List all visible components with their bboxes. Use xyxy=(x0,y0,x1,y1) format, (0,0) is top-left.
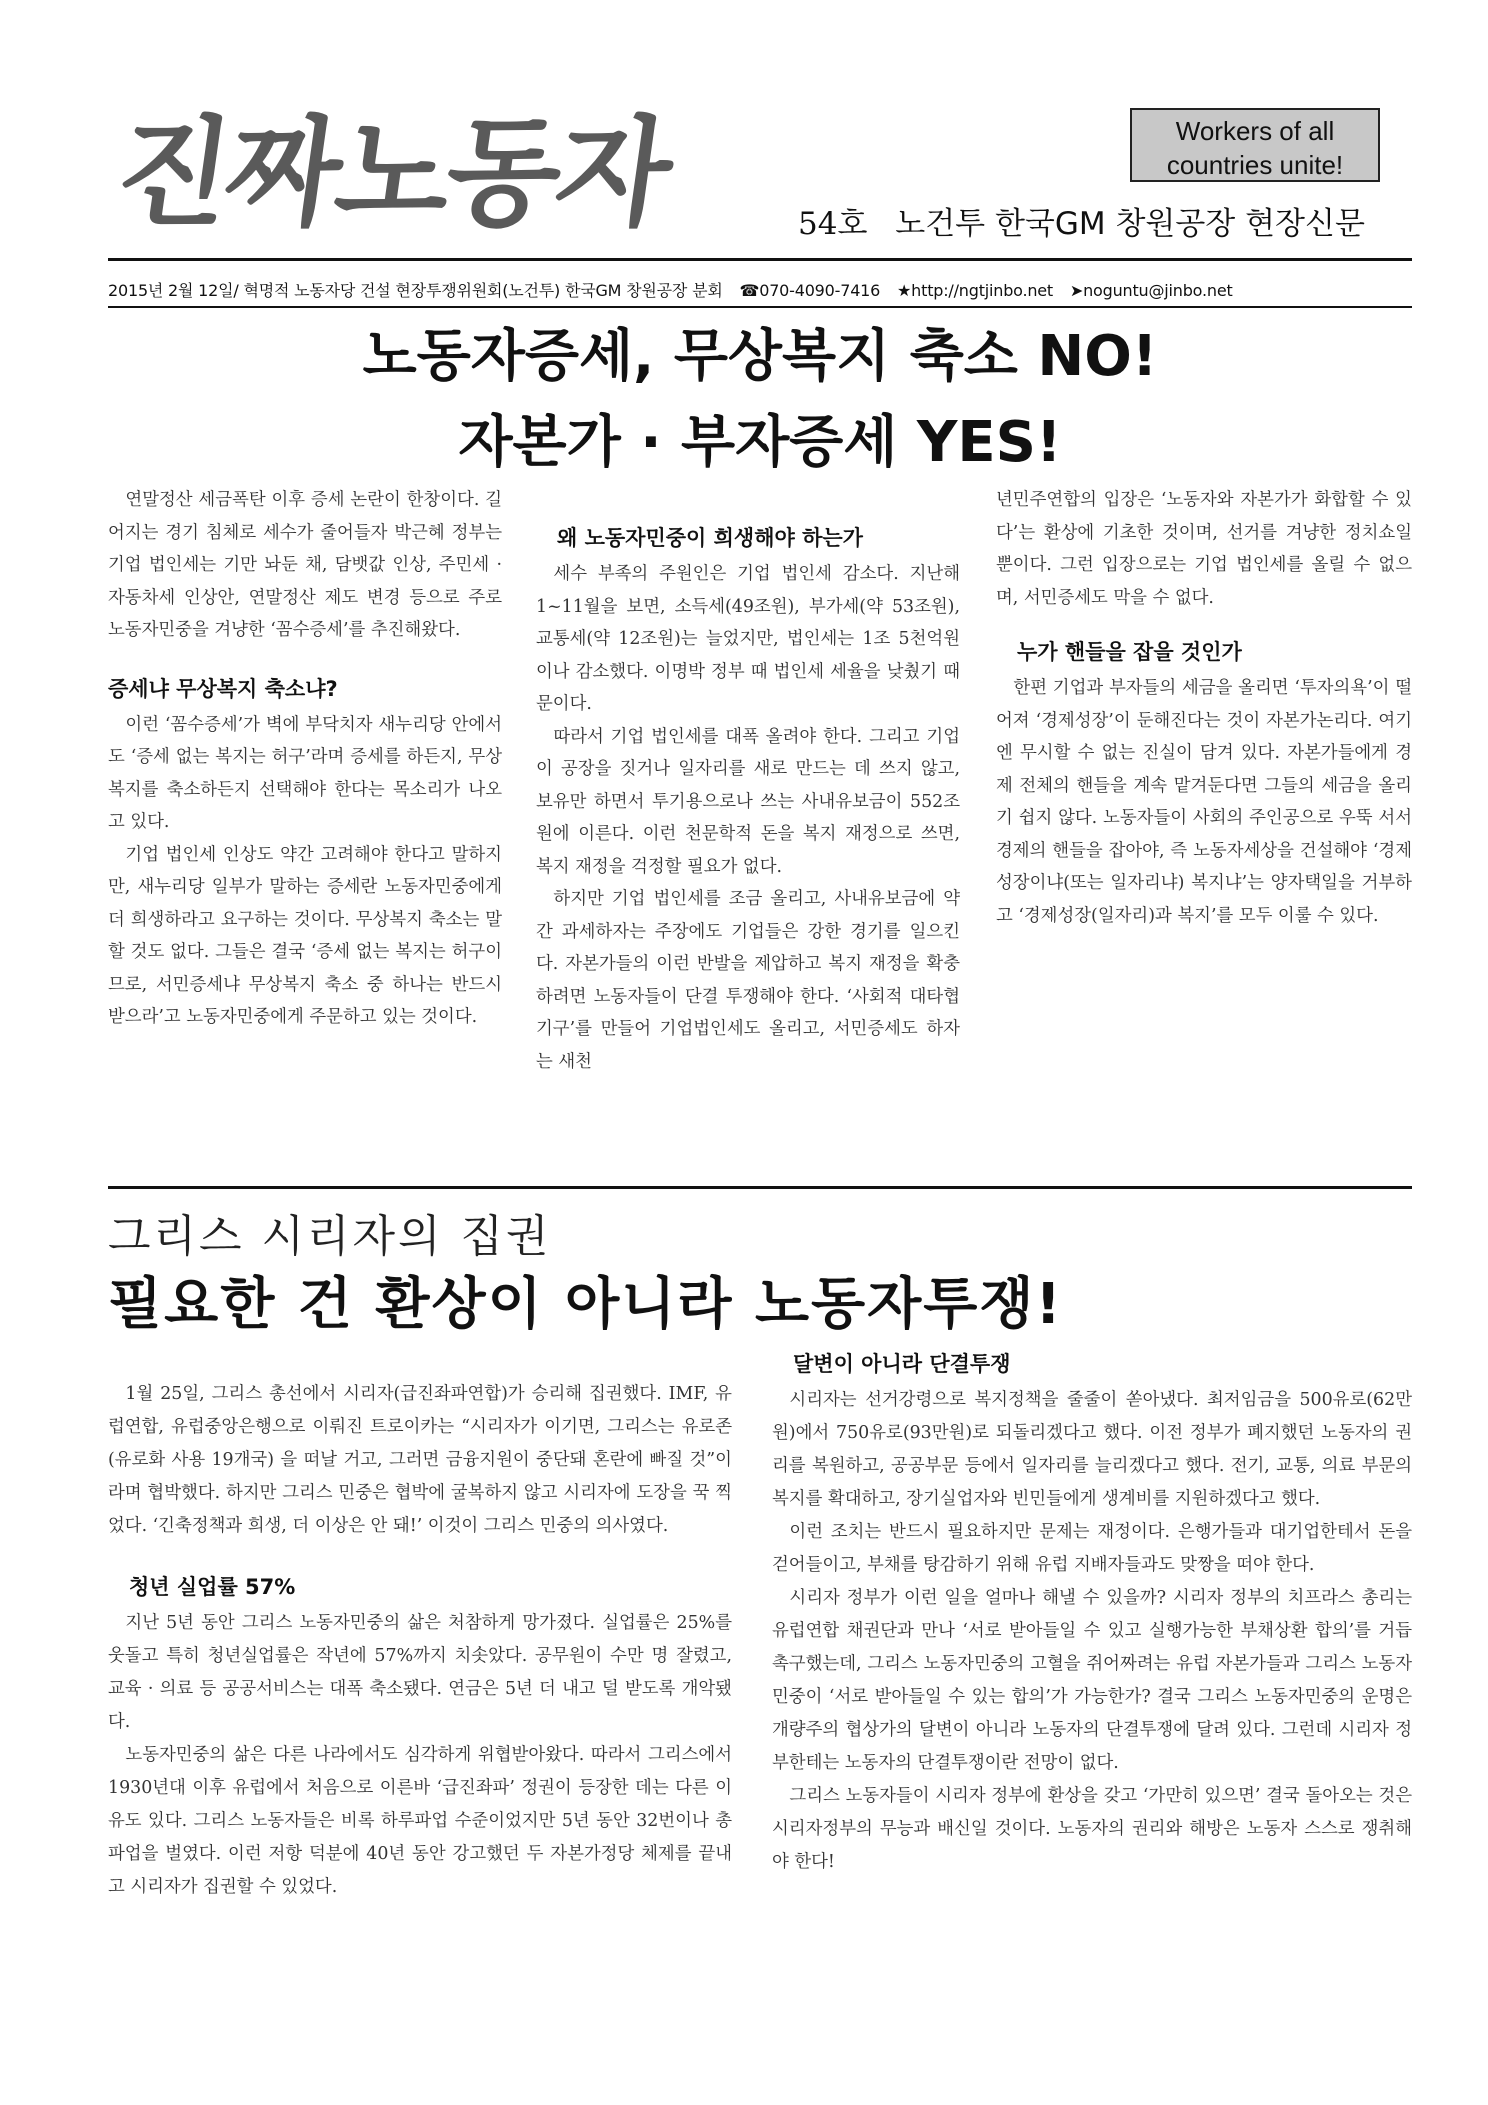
article1-paragraph: 따라서 기업 법인세를 대폭 올려야 한다. 그리고 기업이 공장을 짓거나 일자리를 새로 만드는 데 쓰지 않고, 보유만 하면서 투기용으로나 쓰는 사내유보금이 552조원에 이른다. 이런 천문학적 돈을 복지 재정으로 쓰면, 복지 재정을 걱정할 필요가 없다. xyxy=(536,726,960,877)
issue-line xyxy=(798,198,1365,243)
article2-column-right xyxy=(772,1344,1412,1879)
article1-paragraph: 한편 기업과 부자들의 세금을 올리면 ‘투자의욕’이 떨어져 ‘경제성장’이 둔해진다는 것이 자본가논리다. 여기엔 무시할 수 없는 진실이 담겨 있다. 자본가들에게 경제 전체의 핸들을 계속 맡겨둔다면 그들의 세금을 올리기 쉽지 않다. 노동자들이 사회의 주인공으로 우뚝 서서 경제의 핸들을 잡아야, 즉 노동자세상을 건설해야 ‘경제성장이냐(또는 일자리냐) 복지냐’는 양자택일을 거부하고 ‘경제성장(일자리)과 복지’를 모두 이룰 수 있다. xyxy=(996,678,1412,926)
article1-paragraph: 년민주연합의 입장은 ‘노동자와 자본가가 화합할 수 있다’는 환상에 기초한 것이며, 선거를 겨냥한 정치쇼일 뿐이다. 그런 입장으로는 기업 법인세를 올릴 수 없으며, 서민증세도 막을 수 없다. xyxy=(996,490,1412,608)
article2-headline: 필요한 건 환상이 아니라 노동자투쟁! xyxy=(108,1272,1063,1337)
article1-paragraph: 하지만 기업 법인세를 조금 올리고, 사내유보금에 약간 과세하자는 주장에도 기업들은 강한 경기를 일으킨다. 자본가들의 이런 반발을 제압하고 복지 재정을 확충하려면 노동자들이 단결 투쟁해야 한다. ‘사회적 대타협 기구’를 만들어 기업법인세도 올리고, 서민증세도 하자는 새천 xyxy=(536,889,960,1072)
motto-line-2: countries unite! xyxy=(1166,150,1344,180)
article2-paragraph: 그리스 노동자들이 시리자 정부에 환상을 갖고 ‘가만히 있으면’ 결국 돌아오는 것은 시리자정부의 무능과 배신일 것이다. 노동자의 권리와 해방은 노동자 스스로 쟁취해야 한다! xyxy=(772,1786,1412,1872)
headline-1: 노동자증세, 무상복지 축소 NO! xyxy=(362,324,1158,389)
article1-subheading: 증세냐 무상복지 축소냐? xyxy=(108,676,338,701)
article1-paragraph: 연말정산 세금폭탄 이후 증세 논란이 한창이다. 길어지는 경기 침체로 세수가 줄어들자 박근혜 정부는 기업 법인세는 기만 놔둔 채, 담뱃값 인상, 주민세 · 자동차세 인상안, 연말정산 제도 변경 등으로 주로 노동자민중을 겨냥한 ‘꼼수증세’를 추진해왔다. xyxy=(108,490,502,640)
motto-box xyxy=(1130,108,1380,182)
masthead-title: 진짜노동자 xyxy=(107,104,677,242)
info-web: ★http://ngtjinbo.net xyxy=(897,281,1054,300)
article1-paragraph: 세수 부족의 주원인은 기업 법인세 감소다. 지난해 1~11월을 보면, 소득세(49조원), 부가세(약 53조원), 교통세(약 12조원)는 늘었지만, 법인세는 1조 5천억원이나 감소했다. 이명박 정부 때 법인세 세율을 낮췄기 때문이다. xyxy=(536,564,960,714)
info-line xyxy=(108,278,1412,301)
motto-line-1: Workers of all xyxy=(1175,116,1335,146)
article2-subhead: 그리스 시리자의 집권 xyxy=(108,1211,552,1262)
article2-paragraph: 1월 25일, 그리스 총선에서 시리자(급진좌파연합)가 승리해 집권했다. IMF, 유럽연합, 유럽중앙은행으로 이뤄진 트로이카는 “시리자가 이기면, 그리스는 유로존(유로화 사용 19개국) 을 떠날 거고, 그러면 금융지원이 중단돼 혼란에 빠질 것”이라며 협박했다. 하지만 그리스 민중은 협박에 굴복하지 않고 시리자에 도장을 꾹 찍었다. ‘긴축정책과 희생, 더 이상은 안 돼!’ 이것이 그리스 민중의 의사였다. xyxy=(108,1384,732,1536)
article2-subheading: 달변이 아니라 단결투쟁 xyxy=(793,1352,1011,1376)
info-date-org: 2015년 2월 12일/ 혁명적 노동자당 건설 현장투쟁위원회(노건투) 한국GM 창원공장 분회 xyxy=(108,281,723,300)
article2-paragraph: 이런 조치는 반드시 필요하지만 문제는 재정이다. 은행가들과 대기업한테서 돈을 걷어들이고, 부채를 탕감하기 위해 유럽 지배자들과도 맞짱을 떠야 한다. xyxy=(772,1522,1412,1575)
article2-paragraph: 지난 5년 동안 그리스 노동자민중의 삶은 처참하게 망가졌다. 실업률은 25%를 웃돌고 특히 청년실업률은 작년에 57%까지 치솟았다. 공무원이 수만 명 잘렸고, 교육 · 의료 등 공공서비스는 대폭 축소됐다. 연금은 5년 더 내고 덜 받도록 개악됐다. xyxy=(108,1613,732,1732)
article2-paragraph: 시리자 정부가 이런 일을 얼마나 해낼 수 있을까? 시리자 정부의 치프라스 총리는 유럽연합 채권단과 만나 ‘서로 받아들일 수 있고 실행가능한 부채상환 합의’를 거듭 촉구했는데, 그리스 노동자민중의 고혈을 쥐어짜려는 유럽 자본가들과 그리스 노동자민중이 ‘서로 받아들일 수 있는 합의’가 가능한가? 결국 그리스 노동자민중의 운명은 개량주의 협상가의 달변이 아니라 노동자의 단결투쟁에 달려 있다. 그런데 시리자 정부한테는 노동자의 단결투쟁이란 전망이 없다. xyxy=(772,1588,1412,1773)
article1-paragraph: 이런 ‘꼼수증세’가 벽에 부닥치자 새누리당 안에서도 ‘증세 없는 복지는 허구’라며 증세를 하든지, 무상복지를 축소하든지 선택해야 한다는 목소리가 나오고 있다. xyxy=(108,714,502,832)
article2-subheading: 청년 실업률 57% xyxy=(129,1575,296,1599)
article1-column-3 xyxy=(996,484,1412,932)
headline-2: 자본가 · 부자증세 YES! xyxy=(458,410,1062,475)
article1-paragraph: 기업 법인세 인상도 약간 고려해야 한다고 말하지만, 새누리당 일부가 말하는 증세란 노동자민중에게 더 희생하라고 요구하는 것이다. 무상복지 축소는 말할 것도 없다. 그들은 결국 ‘증세 없는 복지는 허구이므로, 서민증세냐 무상복지 축소 중 하나는 반드시 받으라’고 노동자민중에게 주문하고 있는 것이다. xyxy=(108,844,502,1027)
issue-number: 54호 xyxy=(798,206,868,242)
masthead-rule xyxy=(108,258,1412,261)
article2-paragraph: 노동자민중의 삶은 다른 나라에서도 심각하게 위협받아왔다. 따라서 그리스에서 1930년대 이후 유럽에서 처음으로 이른바 ‘급진좌파’ 정권이 등장한 데는 다른 이유도 있다. 그리스 노동자들은 비록 하루파업 수준이었지만 5년 동안 32번이나 총파업을 벌였다. 이런 저항 덕분에 40년 동안 강고했던 두 자본가정당 체제를 끝내고 시리자가 집권할 수 있었다. xyxy=(108,1745,732,1897)
article1-column-1 xyxy=(108,484,502,1034)
article2-paragraph: 시리자는 선거강령으로 복지정책을 줄줄이 쏟아냈다. 최저임금을 500유로(62만원)에서 750유로(93만원)로 되돌리겠다고 했다. 이전 정부가 폐지했던 노동자의 권리를 복원하고, 공공부문 등에서 일자리를 늘리겠다고 했다. 전기, 교통, 의료 부문의 복지를 확대하고, 장기실업자와 빈민들에게 생계비를 지원하겠다고 했다. xyxy=(772,1390,1412,1509)
article1-column-2 xyxy=(536,518,960,1078)
info-phone: ☎070-4090-7416 xyxy=(739,281,881,300)
section-rule xyxy=(108,1186,1412,1189)
article2-column-left xyxy=(108,1378,732,1904)
info-email: ➤noguntu@jinbo.net xyxy=(1069,281,1233,300)
article1-subheading: 왜 노동자민중이 희생해야 하는가 xyxy=(557,526,863,550)
info-rule xyxy=(108,306,1412,308)
issue-description: 노건투 한국GM 창원공장 현장신문 xyxy=(895,206,1365,242)
article1-subheading: 누가 핸들을 잡을 것인가 xyxy=(1017,640,1242,664)
